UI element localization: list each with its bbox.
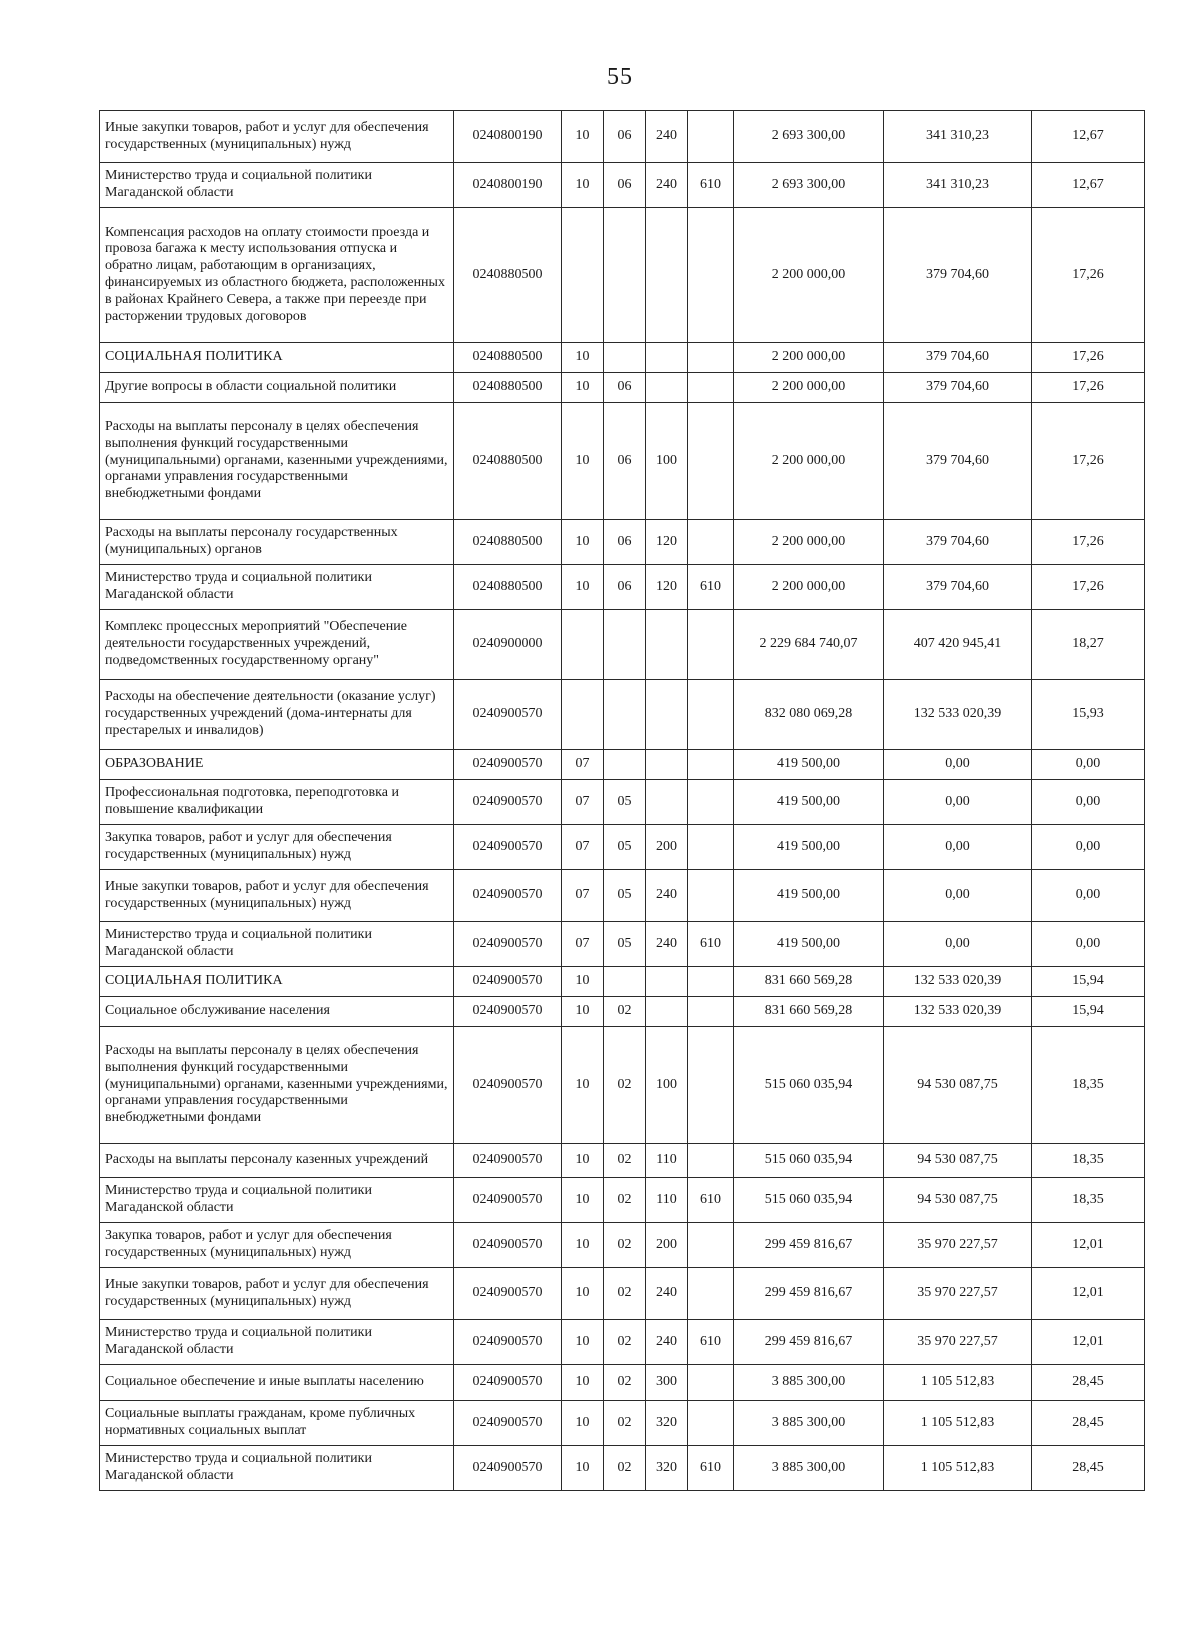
subsection-cell: 02 xyxy=(604,1365,646,1401)
expense-type-cell: 300 xyxy=(646,1365,688,1401)
administrator-cell xyxy=(688,780,734,825)
execution-percent-cell: 0,00 xyxy=(1032,825,1145,870)
section-cell xyxy=(562,680,604,750)
subsection-cell: 05 xyxy=(604,870,646,922)
administrator-cell: 610 xyxy=(688,1446,734,1491)
subsection-cell: 02 xyxy=(604,1223,646,1268)
expense-type-cell: 100 xyxy=(646,1027,688,1144)
administrator-cell xyxy=(688,1365,734,1401)
row-name-cell: ОБРАЗОВАНИЕ xyxy=(100,750,454,780)
expense-type-cell: 240 xyxy=(646,111,688,163)
section-cell: 10 xyxy=(562,967,604,997)
table-row xyxy=(100,870,1145,922)
subsection-cell: 06 xyxy=(604,373,646,403)
expense-type-cell: 320 xyxy=(646,1446,688,1491)
table-row xyxy=(100,997,1145,1027)
row-name-cell: Комплекс процессных мероприятий "Обеспечение деятельности государственных учреждений, подведомственных государственному органу" xyxy=(100,610,454,680)
section-cell: 10 xyxy=(562,403,604,520)
executed-amount-cell: 379 704,60 xyxy=(884,403,1032,520)
executed-amount-cell: 132 533 020,39 xyxy=(884,680,1032,750)
target-code-cell: 0240880500 xyxy=(454,373,562,403)
executed-amount-cell: 379 704,60 xyxy=(884,520,1032,565)
subsection-cell xyxy=(604,610,646,680)
subsection-cell: 05 xyxy=(604,780,646,825)
administrator-cell xyxy=(688,403,734,520)
execution-percent-cell: 12,01 xyxy=(1032,1320,1145,1365)
planned-amount-cell: 2 200 000,00 xyxy=(734,565,884,610)
target-code-cell: 0240900570 xyxy=(454,1365,562,1401)
row-name-cell: Расходы на выплаты персоналу в целях обеспечения выполнения функций государственными (муниципальными) органами, казенными учреждениями, органами управления государственными внебюджетными фондами xyxy=(100,403,454,520)
executed-amount-cell: 0,00 xyxy=(884,750,1032,780)
executed-amount-cell: 94 530 087,75 xyxy=(884,1144,1032,1178)
table-row xyxy=(100,825,1145,870)
section-cell: 07 xyxy=(562,780,604,825)
expense-type-cell: 240 xyxy=(646,163,688,208)
target-code-cell: 0240900570 xyxy=(454,1446,562,1491)
row-name-cell: Расходы на обеспечение деятельности (оказание услуг) государственных учреждений (дома-интернаты для престарелых и инвалидов) xyxy=(100,680,454,750)
row-name-cell: Министерство труда и социальной политики Магаданской области xyxy=(100,163,454,208)
table-body xyxy=(100,111,1145,1491)
planned-amount-cell: 515 060 035,94 xyxy=(734,1178,884,1223)
planned-amount-cell: 2 200 000,00 xyxy=(734,373,884,403)
target-code-cell: 0240900570 xyxy=(454,1027,562,1144)
planned-amount-cell: 2 229 684 740,07 xyxy=(734,610,884,680)
planned-amount-cell: 3 885 300,00 xyxy=(734,1446,884,1491)
planned-amount-cell: 299 459 816,67 xyxy=(734,1320,884,1365)
section-cell: 07 xyxy=(562,870,604,922)
administrator-cell xyxy=(688,997,734,1027)
expense-type-cell xyxy=(646,750,688,780)
row-name-cell: Министерство труда и социальной политики Магаданской области xyxy=(100,922,454,967)
section-cell: 10 xyxy=(562,520,604,565)
table-row xyxy=(100,111,1145,163)
expense-type-cell: 200 xyxy=(646,825,688,870)
subsection-cell: 02 xyxy=(604,1401,646,1446)
table-row xyxy=(100,565,1145,610)
execution-percent-cell: 17,26 xyxy=(1032,373,1145,403)
row-name-cell: Расходы на выплаты персоналу казенных учреждений xyxy=(100,1144,454,1178)
execution-percent-cell: 18,35 xyxy=(1032,1178,1145,1223)
target-code-cell: 0240900570 xyxy=(454,1178,562,1223)
executed-amount-cell: 1 105 512,83 xyxy=(884,1446,1032,1491)
target-code-cell: 0240880500 xyxy=(454,403,562,520)
administrator-cell xyxy=(688,1268,734,1320)
table-row xyxy=(100,373,1145,403)
table-row xyxy=(100,1223,1145,1268)
planned-amount-cell: 299 459 816,67 xyxy=(734,1268,884,1320)
administrator-cell xyxy=(688,1401,734,1446)
subsection-cell xyxy=(604,680,646,750)
planned-amount-cell: 832 080 069,28 xyxy=(734,680,884,750)
expense-type-cell: 240 xyxy=(646,1268,688,1320)
executed-amount-cell: 1 105 512,83 xyxy=(884,1365,1032,1401)
target-code-cell: 0240900570 xyxy=(454,922,562,967)
executed-amount-cell: 379 704,60 xyxy=(884,373,1032,403)
planned-amount-cell: 831 660 569,28 xyxy=(734,967,884,997)
administrator-cell xyxy=(688,208,734,343)
administrator-cell xyxy=(688,1223,734,1268)
subsection-cell: 02 xyxy=(604,1320,646,1365)
expense-type-cell: 240 xyxy=(646,922,688,967)
section-cell: 07 xyxy=(562,825,604,870)
row-name-cell: Министерство труда и социальной политики Магаданской области xyxy=(100,1178,454,1223)
executed-amount-cell: 0,00 xyxy=(884,780,1032,825)
planned-amount-cell: 419 500,00 xyxy=(734,780,884,825)
row-name-cell: Социальное обеспечение и иные выплаты населению xyxy=(100,1365,454,1401)
row-name-cell: Социальные выплаты гражданам, кроме публичных нормативных социальных выплат xyxy=(100,1401,454,1446)
planned-amount-cell: 2 200 000,00 xyxy=(734,520,884,565)
expense-type-cell: 120 xyxy=(646,520,688,565)
target-code-cell: 0240900570 xyxy=(454,680,562,750)
expense-type-cell: 110 xyxy=(646,1144,688,1178)
executed-amount-cell: 0,00 xyxy=(884,870,1032,922)
target-code-cell: 0240900570 xyxy=(454,780,562,825)
executed-amount-cell: 94 530 087,75 xyxy=(884,1027,1032,1144)
execution-percent-cell: 12,67 xyxy=(1032,163,1145,208)
executed-amount-cell: 407 420 945,41 xyxy=(884,610,1032,680)
administrator-cell xyxy=(688,967,734,997)
administrator-cell xyxy=(688,1144,734,1178)
execution-percent-cell: 17,26 xyxy=(1032,403,1145,520)
administrator-cell xyxy=(688,343,734,373)
execution-percent-cell: 28,45 xyxy=(1032,1401,1145,1446)
row-name-cell: Министерство труда и социальной политики Магаданской области xyxy=(100,1320,454,1365)
section-cell: 10 xyxy=(562,1027,604,1144)
execution-percent-cell: 18,35 xyxy=(1032,1027,1145,1144)
planned-amount-cell: 2 200 000,00 xyxy=(734,208,884,343)
row-name-cell: Иные закупки товаров, работ и услуг для обеспечения государственных (муниципальных) нужд xyxy=(100,1268,454,1320)
table-row xyxy=(100,1446,1145,1491)
planned-amount-cell: 2 693 300,00 xyxy=(734,163,884,208)
expense-type-cell xyxy=(646,780,688,825)
expense-type-cell: 100 xyxy=(646,403,688,520)
administrator-cell xyxy=(688,520,734,565)
table-row xyxy=(100,750,1145,780)
table-row xyxy=(100,1144,1145,1178)
subsection-cell xyxy=(604,967,646,997)
executed-amount-cell: 341 310,23 xyxy=(884,163,1032,208)
expense-type-cell xyxy=(646,997,688,1027)
target-code-cell: 0240800190 xyxy=(454,163,562,208)
administrator-cell: 610 xyxy=(688,922,734,967)
row-name-cell: Министерство труда и социальной политики Магаданской области xyxy=(100,565,454,610)
table-row xyxy=(100,520,1145,565)
target-code-cell: 0240900570 xyxy=(454,870,562,922)
execution-percent-cell: 15,94 xyxy=(1032,997,1145,1027)
planned-amount-cell: 3 885 300,00 xyxy=(734,1401,884,1446)
section-cell: 10 xyxy=(562,1178,604,1223)
administrator-cell xyxy=(688,870,734,922)
target-code-cell: 0240900570 xyxy=(454,750,562,780)
administrator-cell xyxy=(688,373,734,403)
planned-amount-cell: 515 060 035,94 xyxy=(734,1027,884,1144)
budget-execution-table xyxy=(99,110,1145,1491)
row-name-cell: СОЦИАЛЬНАЯ ПОЛИТИКА xyxy=(100,343,454,373)
table-row xyxy=(100,1027,1145,1144)
table-row xyxy=(100,610,1145,680)
section-cell: 10 xyxy=(562,373,604,403)
execution-percent-cell: 28,45 xyxy=(1032,1446,1145,1491)
planned-amount-cell: 3 885 300,00 xyxy=(734,1365,884,1401)
table-row xyxy=(100,1178,1145,1223)
section-cell xyxy=(562,610,604,680)
execution-percent-cell: 17,26 xyxy=(1032,208,1145,343)
table-row xyxy=(100,967,1145,997)
administrator-cell: 610 xyxy=(688,1178,734,1223)
subsection-cell: 02 xyxy=(604,997,646,1027)
subsection-cell: 02 xyxy=(604,1268,646,1320)
expense-type-cell: 120 xyxy=(646,565,688,610)
executed-amount-cell: 379 704,60 xyxy=(884,343,1032,373)
expense-type-cell xyxy=(646,680,688,750)
subsection-cell: 06 xyxy=(604,565,646,610)
row-name-cell: Компенсация расходов на оплату стоимости проезда и провоза багажа к месту использования отпуска и обратно лицам, работающим в организациях, финансируемых из областного бюджета, расположенных в районах Крайнего Севера, а также при переезде при расторжении трудовых договоров xyxy=(100,208,454,343)
execution-percent-cell: 15,94 xyxy=(1032,967,1145,997)
section-cell: 10 xyxy=(562,111,604,163)
expense-type-cell xyxy=(646,967,688,997)
expense-type-cell xyxy=(646,208,688,343)
planned-amount-cell: 2 200 000,00 xyxy=(734,343,884,373)
planned-amount-cell: 419 500,00 xyxy=(734,750,884,780)
execution-percent-cell: 17,26 xyxy=(1032,520,1145,565)
table-row xyxy=(100,1401,1145,1446)
expense-type-cell xyxy=(646,373,688,403)
expense-type-cell: 200 xyxy=(646,1223,688,1268)
planned-amount-cell: 2 693 300,00 xyxy=(734,111,884,163)
section-cell: 07 xyxy=(562,922,604,967)
subsection-cell: 02 xyxy=(604,1446,646,1491)
administrator-cell: 610 xyxy=(688,163,734,208)
table-row xyxy=(100,343,1145,373)
target-code-cell: 0240880500 xyxy=(454,343,562,373)
subsection-cell: 06 xyxy=(604,111,646,163)
target-code-cell: 0240900570 xyxy=(454,1223,562,1268)
target-code-cell: 0240900570 xyxy=(454,1268,562,1320)
target-code-cell: 0240880500 xyxy=(454,565,562,610)
executed-amount-cell: 341 310,23 xyxy=(884,111,1032,163)
administrator-cell: 610 xyxy=(688,565,734,610)
table-row xyxy=(100,680,1145,750)
subsection-cell: 06 xyxy=(604,403,646,520)
section-cell: 10 xyxy=(562,343,604,373)
target-code-cell: 0240900570 xyxy=(454,825,562,870)
expense-type-cell xyxy=(646,610,688,680)
section-cell: 10 xyxy=(562,1365,604,1401)
executed-amount-cell: 379 704,60 xyxy=(884,208,1032,343)
administrator-cell xyxy=(688,825,734,870)
target-code-cell: 0240900000 xyxy=(454,610,562,680)
target-code-cell: 0240900570 xyxy=(454,1401,562,1446)
planned-amount-cell: 419 500,00 xyxy=(734,922,884,967)
table-row xyxy=(100,922,1145,967)
subsection-cell: 06 xyxy=(604,520,646,565)
execution-percent-cell: 17,26 xyxy=(1032,343,1145,373)
row-name-cell: Закупка товаров, работ и услуг для обеспечения государственных (муниципальных) нужд xyxy=(100,825,454,870)
executed-amount-cell: 35 970 227,57 xyxy=(884,1320,1032,1365)
row-name-cell: Закупка товаров, работ и услуг для обеспечения государственных (муниципальных) нужд xyxy=(100,1223,454,1268)
execution-percent-cell: 12,01 xyxy=(1032,1223,1145,1268)
administrator-cell xyxy=(688,750,734,780)
table-row xyxy=(100,780,1145,825)
target-code-cell: 0240880500 xyxy=(454,208,562,343)
planned-amount-cell: 299 459 816,67 xyxy=(734,1223,884,1268)
subsection-cell: 06 xyxy=(604,163,646,208)
table-row xyxy=(100,1268,1145,1320)
expense-type-cell: 110 xyxy=(646,1178,688,1223)
planned-amount-cell: 2 200 000,00 xyxy=(734,403,884,520)
executed-amount-cell: 94 530 087,75 xyxy=(884,1178,1032,1223)
row-name-cell: Другие вопросы в области социальной политики xyxy=(100,373,454,403)
section-cell: 10 xyxy=(562,1401,604,1446)
section-cell: 10 xyxy=(562,1268,604,1320)
section-cell xyxy=(562,208,604,343)
planned-amount-cell: 831 660 569,28 xyxy=(734,997,884,1027)
administrator-cell xyxy=(688,610,734,680)
table-row xyxy=(100,163,1145,208)
expense-type-cell: 240 xyxy=(646,1320,688,1365)
execution-percent-cell: 0,00 xyxy=(1032,870,1145,922)
subsection-cell: 05 xyxy=(604,825,646,870)
row-name-cell: Иные закупки товаров, работ и услуг для обеспечения государственных (муниципальных) нужд xyxy=(100,111,454,163)
subsection-cell: 05 xyxy=(604,922,646,967)
administrator-cell xyxy=(688,680,734,750)
subsection-cell: 02 xyxy=(604,1178,646,1223)
target-code-cell: 0240900570 xyxy=(454,997,562,1027)
row-name-cell: Профессиональная подготовка, переподготовка и повышение квалификации xyxy=(100,780,454,825)
table-row xyxy=(100,1365,1145,1401)
section-cell: 10 xyxy=(562,1320,604,1365)
execution-percent-cell: 12,01 xyxy=(1032,1268,1145,1320)
subsection-cell xyxy=(604,343,646,373)
executed-amount-cell: 132 533 020,39 xyxy=(884,997,1032,1027)
administrator-cell xyxy=(688,1027,734,1144)
execution-percent-cell: 17,26 xyxy=(1032,565,1145,610)
row-name-cell: Расходы на выплаты персоналу в целях обеспечения выполнения функций государственными (муниципальными) органами, казенными учреждениями, органами управления государственными внебюджетными фондами xyxy=(100,1027,454,1144)
table-row xyxy=(100,1320,1145,1365)
table-row xyxy=(100,208,1145,343)
subsection-cell xyxy=(604,208,646,343)
planned-amount-cell: 419 500,00 xyxy=(734,825,884,870)
row-name-cell: СОЦИАЛЬНАЯ ПОЛИТИКА xyxy=(100,967,454,997)
execution-percent-cell: 18,27 xyxy=(1032,610,1145,680)
expense-type-cell: 240 xyxy=(646,870,688,922)
target-code-cell: 0240880500 xyxy=(454,520,562,565)
planned-amount-cell: 419 500,00 xyxy=(734,870,884,922)
table-row xyxy=(100,403,1145,520)
target-code-cell: 0240900570 xyxy=(454,1144,562,1178)
section-cell: 10 xyxy=(562,565,604,610)
execution-percent-cell: 0,00 xyxy=(1032,922,1145,967)
row-name-cell: Министерство труда и социальной политики Магаданской области xyxy=(100,1446,454,1491)
executed-amount-cell: 35 970 227,57 xyxy=(884,1268,1032,1320)
subsection-cell: 02 xyxy=(604,1144,646,1178)
section-cell: 07 xyxy=(562,750,604,780)
target-code-cell: 0240900570 xyxy=(454,1320,562,1365)
page-number: 55 xyxy=(607,64,633,90)
row-name-cell: Иные закупки товаров, работ и услуг для обеспечения государственных (муниципальных) нужд xyxy=(100,870,454,922)
row-name-cell: Расходы на выплаты персоналу государственных (муниципальных) органов xyxy=(100,520,454,565)
subsection-cell xyxy=(604,750,646,780)
executed-amount-cell: 132 533 020,39 xyxy=(884,967,1032,997)
subsection-cell: 02 xyxy=(604,1027,646,1144)
expense-type-cell xyxy=(646,343,688,373)
section-cell: 10 xyxy=(562,997,604,1027)
executed-amount-cell: 0,00 xyxy=(884,825,1032,870)
administrator-cell: 610 xyxy=(688,1320,734,1365)
planned-amount-cell: 515 060 035,94 xyxy=(734,1144,884,1178)
executed-amount-cell: 0,00 xyxy=(884,922,1032,967)
execution-percent-cell: 15,93 xyxy=(1032,680,1145,750)
section-cell: 10 xyxy=(562,163,604,208)
target-code-cell: 0240800190 xyxy=(454,111,562,163)
expense-type-cell: 320 xyxy=(646,1401,688,1446)
execution-percent-cell: 0,00 xyxy=(1032,780,1145,825)
execution-percent-cell: 28,45 xyxy=(1032,1365,1145,1401)
row-name-cell: Социальное обслуживание населения xyxy=(100,997,454,1027)
executed-amount-cell: 379 704,60 xyxy=(884,565,1032,610)
section-cell: 10 xyxy=(562,1446,604,1491)
section-cell: 10 xyxy=(562,1144,604,1178)
executed-amount-cell: 35 970 227,57 xyxy=(884,1223,1032,1268)
target-code-cell: 0240900570 xyxy=(454,967,562,997)
execution-percent-cell: 18,35 xyxy=(1032,1144,1145,1178)
execution-percent-cell: 0,00 xyxy=(1032,750,1145,780)
executed-amount-cell: 1 105 512,83 xyxy=(884,1401,1032,1446)
section-cell: 10 xyxy=(562,1223,604,1268)
administrator-cell xyxy=(688,111,734,163)
execution-percent-cell: 12,67 xyxy=(1032,111,1145,163)
